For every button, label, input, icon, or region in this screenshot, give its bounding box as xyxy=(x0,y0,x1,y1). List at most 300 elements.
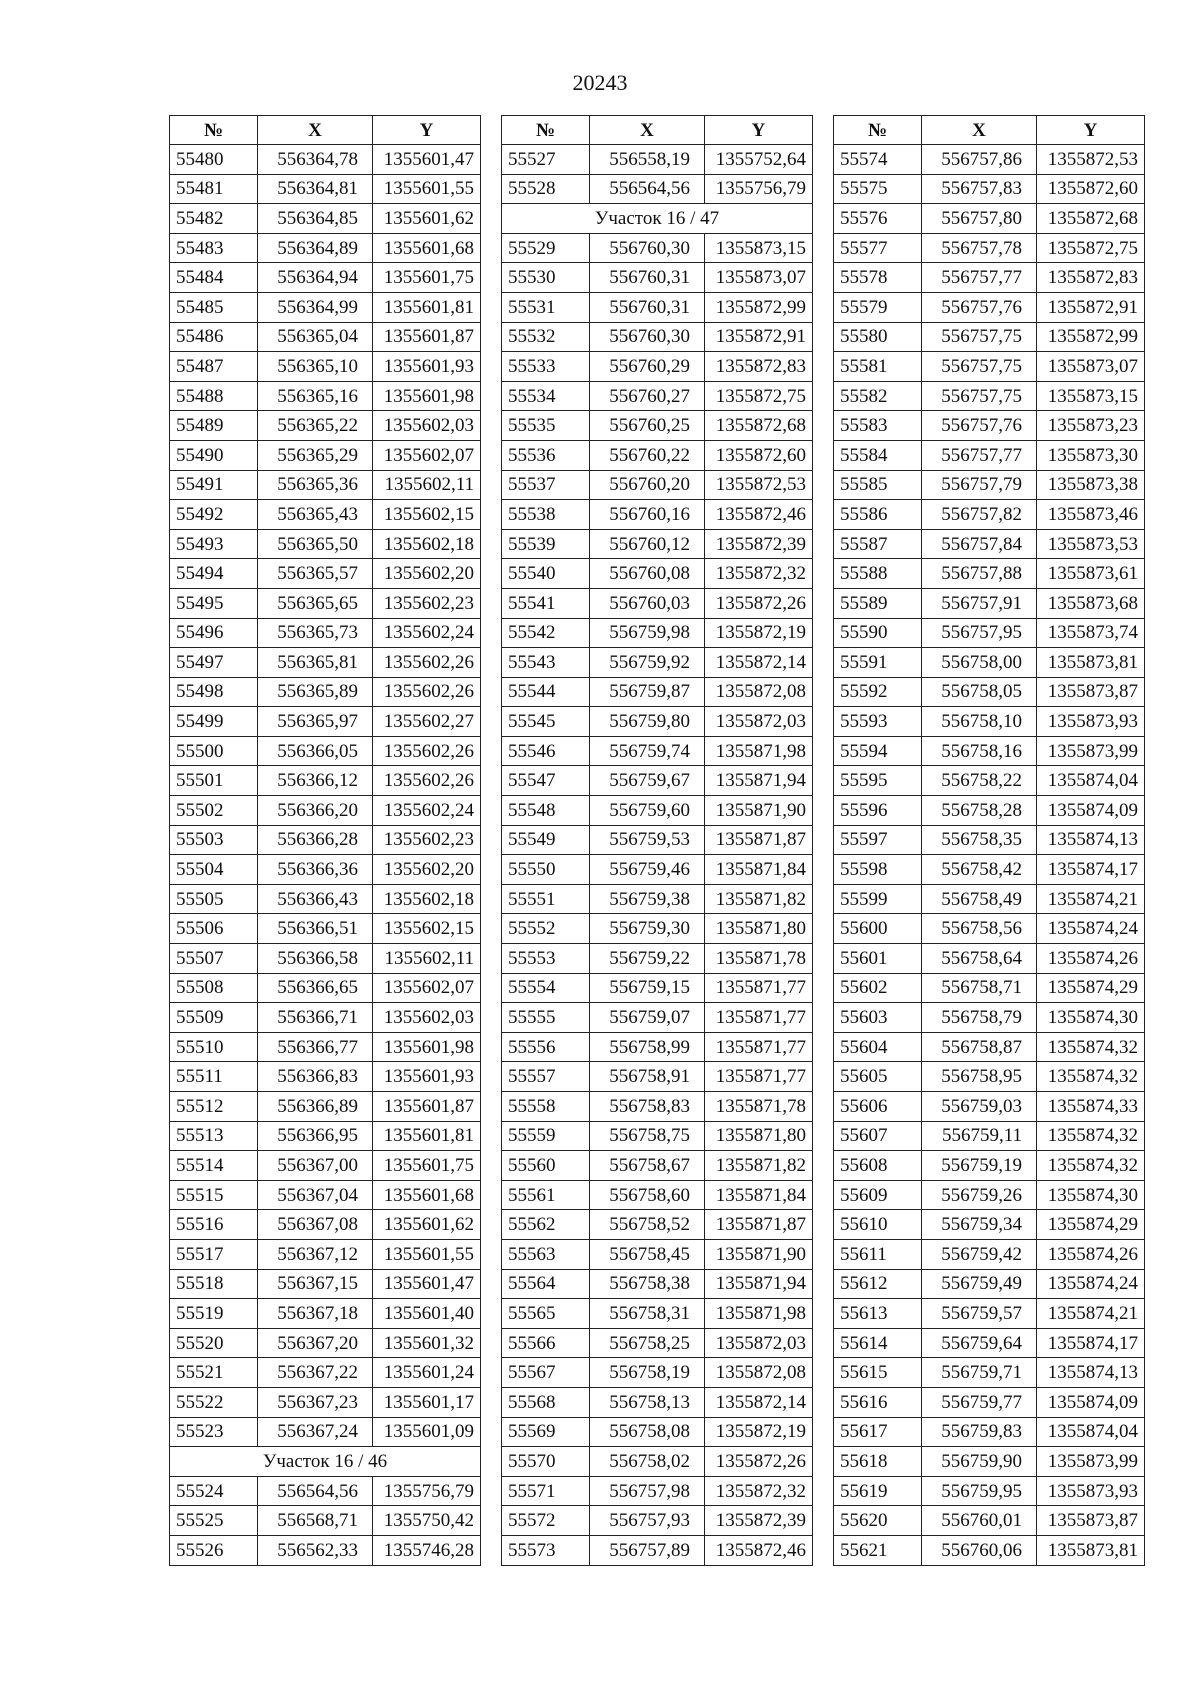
y-coordinate-cell: 1355602,20 xyxy=(373,559,481,589)
point-number-cell: 55491 xyxy=(170,470,258,500)
coordinates-table-2 xyxy=(501,115,813,1566)
y-coordinate-cell: 1355602,20 xyxy=(373,855,481,885)
point-number-cell: 55545 xyxy=(502,707,590,737)
point-number-cell: 55506 xyxy=(170,914,258,944)
table-row xyxy=(170,973,481,1003)
point-number-cell: 55519 xyxy=(170,1299,258,1329)
table-row xyxy=(834,1151,1145,1181)
x-coordinate-cell: 556758,79 xyxy=(922,1003,1037,1033)
x-coordinate-cell: 556758,31 xyxy=(590,1299,705,1329)
table-row xyxy=(834,677,1145,707)
table-row xyxy=(502,1092,813,1122)
x-coordinate-cell: 556365,43 xyxy=(258,500,373,530)
x-coordinate-cell: 556760,25 xyxy=(590,411,705,441)
table-row xyxy=(834,263,1145,293)
point-number-cell: 55604 xyxy=(834,1032,922,1062)
point-number-cell: 55485 xyxy=(170,292,258,322)
point-number-cell: 55596 xyxy=(834,796,922,826)
point-number-cell: 55522 xyxy=(170,1387,258,1417)
x-coordinate-cell: 556759,30 xyxy=(590,914,705,944)
y-coordinate-cell: 1355871,80 xyxy=(705,914,813,944)
y-coordinate-cell: 1355874,09 xyxy=(1037,796,1145,826)
table-row xyxy=(834,618,1145,648)
table-row xyxy=(170,588,481,618)
table-row xyxy=(502,944,813,974)
point-number-cell: 55606 xyxy=(834,1092,922,1122)
table-row xyxy=(170,884,481,914)
y-coordinate-cell: 1355602,15 xyxy=(373,914,481,944)
y-coordinate-cell: 1355874,04 xyxy=(1037,766,1145,796)
header-number: № xyxy=(502,116,590,145)
y-coordinate-cell: 1355871,80 xyxy=(705,1121,813,1151)
table-row xyxy=(834,648,1145,678)
point-number-cell: 55514 xyxy=(170,1151,258,1181)
point-number-cell: 55525 xyxy=(170,1506,258,1536)
table-row xyxy=(502,1239,813,1269)
y-coordinate-cell: 1355872,75 xyxy=(705,381,813,411)
x-coordinate-cell: 556367,20 xyxy=(258,1328,373,1358)
x-coordinate-cell: 556757,88 xyxy=(922,559,1037,589)
table-row xyxy=(170,1092,481,1122)
y-coordinate-cell: 1355601,93 xyxy=(373,1062,481,1092)
point-number-cell: 55487 xyxy=(170,352,258,382)
table-row xyxy=(834,1387,1145,1417)
point-number-cell: 55536 xyxy=(502,440,590,470)
section-row xyxy=(502,204,813,234)
x-coordinate-cell: 556757,83 xyxy=(922,174,1037,204)
x-coordinate-cell: 556759,11 xyxy=(922,1121,1037,1151)
y-coordinate-cell: 1355602,26 xyxy=(373,736,481,766)
x-coordinate-cell: 556760,22 xyxy=(590,440,705,470)
table-row xyxy=(834,1358,1145,1388)
y-coordinate-cell: 1355871,90 xyxy=(705,796,813,826)
y-coordinate-cell: 1355601,93 xyxy=(373,352,481,382)
table-row xyxy=(502,766,813,796)
y-coordinate-cell: 1355871,87 xyxy=(705,825,813,855)
table-row xyxy=(502,381,813,411)
y-coordinate-cell: 1355873,87 xyxy=(1037,1506,1145,1536)
y-coordinate-cell: 1355601,81 xyxy=(373,1121,481,1151)
point-number-cell: 55541 xyxy=(502,588,590,618)
y-coordinate-cell: 1355871,77 xyxy=(705,1062,813,1092)
x-coordinate-cell: 556367,18 xyxy=(258,1299,373,1329)
y-coordinate-cell: 1355874,17 xyxy=(1037,1328,1145,1358)
table-row xyxy=(834,500,1145,530)
header-x: X xyxy=(922,116,1037,145)
x-coordinate-cell: 556364,94 xyxy=(258,263,373,293)
x-coordinate-cell: 556757,75 xyxy=(922,381,1037,411)
point-number-cell: 55528 xyxy=(502,174,590,204)
table-row xyxy=(170,1062,481,1092)
point-number-cell: 55581 xyxy=(834,352,922,382)
point-number-cell: 55553 xyxy=(502,944,590,974)
table-row xyxy=(502,322,813,352)
point-number-cell: 55615 xyxy=(834,1358,922,1388)
table-row xyxy=(170,411,481,441)
point-number-cell: 55605 xyxy=(834,1062,922,1092)
x-coordinate-cell: 556759,92 xyxy=(590,648,705,678)
y-coordinate-cell: 1355602,07 xyxy=(373,973,481,1003)
coordinates-table-3 xyxy=(833,115,1145,1566)
table-row xyxy=(834,1506,1145,1536)
table-row xyxy=(834,1062,1145,1092)
point-number-cell: 55557 xyxy=(502,1062,590,1092)
point-number-cell: 55518 xyxy=(170,1269,258,1299)
y-coordinate-cell: 1355601,55 xyxy=(373,1239,481,1269)
table-row xyxy=(502,677,813,707)
y-coordinate-cell: 1355872,39 xyxy=(705,1506,813,1536)
y-coordinate-cell: 1355601,98 xyxy=(373,1032,481,1062)
point-number-cell: 55549 xyxy=(502,825,590,855)
x-coordinate-cell: 556367,23 xyxy=(258,1387,373,1417)
x-coordinate-cell: 556758,91 xyxy=(590,1062,705,1092)
x-coordinate-cell: 556757,75 xyxy=(922,352,1037,382)
point-number-cell: 55609 xyxy=(834,1180,922,1210)
point-number-cell: 55611 xyxy=(834,1239,922,1269)
y-coordinate-cell: 1355873,93 xyxy=(1037,1476,1145,1506)
x-coordinate-cell: 556759,03 xyxy=(922,1092,1037,1122)
x-coordinate-cell: 556757,95 xyxy=(922,618,1037,648)
table-row xyxy=(502,1269,813,1299)
y-coordinate-cell: 1355756,79 xyxy=(373,1476,481,1506)
page-number: 20243 xyxy=(572,70,628,95)
table-row xyxy=(834,292,1145,322)
point-number-cell: 55564 xyxy=(502,1269,590,1299)
table-row xyxy=(834,1239,1145,1269)
point-number-cell: 55575 xyxy=(834,174,922,204)
x-coordinate-cell: 556365,22 xyxy=(258,411,373,441)
table-row xyxy=(502,500,813,530)
x-coordinate-cell: 556759,67 xyxy=(590,766,705,796)
y-coordinate-cell: 1355872,75 xyxy=(1037,233,1145,263)
y-coordinate-cell: 1355873,38 xyxy=(1037,470,1145,500)
y-coordinate-cell: 1355872,19 xyxy=(705,618,813,648)
point-number-cell: 55613 xyxy=(834,1299,922,1329)
y-coordinate-cell: 1355602,26 xyxy=(373,648,481,678)
y-coordinate-cell: 1355873,46 xyxy=(1037,500,1145,530)
y-coordinate-cell: 1355750,42 xyxy=(373,1506,481,1536)
x-coordinate-cell: 556758,45 xyxy=(590,1239,705,1269)
x-coordinate-cell: 556365,16 xyxy=(258,381,373,411)
point-number-cell: 55507 xyxy=(170,944,258,974)
table-row xyxy=(170,1032,481,1062)
y-coordinate-cell: 1355602,15 xyxy=(373,500,481,530)
point-number-cell: 55558 xyxy=(502,1092,590,1122)
x-coordinate-cell: 556365,29 xyxy=(258,440,373,470)
x-coordinate-cell: 556757,79 xyxy=(922,470,1037,500)
point-number-cell: 55500 xyxy=(170,736,258,766)
x-coordinate-cell: 556365,81 xyxy=(258,648,373,678)
point-number-cell: 55591 xyxy=(834,648,922,678)
point-number-cell: 55562 xyxy=(502,1210,590,1240)
point-number-cell: 55533 xyxy=(502,352,590,382)
point-number-cell: 55607 xyxy=(834,1121,922,1151)
point-number-cell: 55547 xyxy=(502,766,590,796)
x-coordinate-cell: 556759,19 xyxy=(922,1151,1037,1181)
point-number-cell: 55517 xyxy=(170,1239,258,1269)
section-row xyxy=(170,1447,481,1477)
point-number-cell: 55561 xyxy=(502,1180,590,1210)
y-coordinate-cell: 1355874,13 xyxy=(1037,825,1145,855)
x-coordinate-cell: 556365,50 xyxy=(258,529,373,559)
y-coordinate-cell: 1355872,32 xyxy=(705,559,813,589)
table-row xyxy=(170,648,481,678)
x-coordinate-cell: 556757,77 xyxy=(922,263,1037,293)
table-row xyxy=(834,973,1145,1003)
x-coordinate-cell: 556759,74 xyxy=(590,736,705,766)
x-coordinate-cell: 556757,78 xyxy=(922,233,1037,263)
y-coordinate-cell: 1355872,46 xyxy=(705,500,813,530)
y-coordinate-cell: 1355601,62 xyxy=(373,1210,481,1240)
point-number-cell: 55555 xyxy=(502,1003,590,1033)
table-row xyxy=(834,1447,1145,1477)
x-coordinate-cell: 556760,01 xyxy=(922,1506,1037,1536)
point-number-cell: 55511 xyxy=(170,1062,258,1092)
point-number-cell: 55483 xyxy=(170,233,258,263)
x-coordinate-cell: 556759,71 xyxy=(922,1358,1037,1388)
point-number-cell: 55512 xyxy=(170,1092,258,1122)
x-coordinate-cell: 556757,76 xyxy=(922,292,1037,322)
y-coordinate-cell: 1355872,26 xyxy=(705,1447,813,1477)
table-row xyxy=(170,1535,481,1565)
y-coordinate-cell: 1355601,87 xyxy=(373,1092,481,1122)
x-coordinate-cell: 556364,85 xyxy=(258,204,373,234)
y-coordinate-cell: 1355601,68 xyxy=(373,233,481,263)
x-coordinate-cell: 556760,08 xyxy=(590,559,705,589)
y-coordinate-cell: 1355602,26 xyxy=(373,677,481,707)
point-number-cell: 55498 xyxy=(170,677,258,707)
x-coordinate-cell: 556757,77 xyxy=(922,440,1037,470)
y-coordinate-cell: 1355602,18 xyxy=(373,529,481,559)
point-number-cell: 55489 xyxy=(170,411,258,441)
x-coordinate-cell: 556759,64 xyxy=(922,1328,1037,1358)
x-coordinate-cell: 556367,22 xyxy=(258,1358,373,1388)
table-row xyxy=(502,1535,813,1565)
table-row xyxy=(834,1417,1145,1447)
y-coordinate-cell: 1355872,99 xyxy=(705,292,813,322)
y-coordinate-cell: 1355872,91 xyxy=(705,322,813,352)
table-row xyxy=(834,174,1145,204)
table-row xyxy=(834,559,1145,589)
table-row xyxy=(834,707,1145,737)
x-coordinate-cell: 556758,83 xyxy=(590,1092,705,1122)
table-row xyxy=(502,884,813,914)
table-row xyxy=(834,145,1145,175)
y-coordinate-cell: 1355601,87 xyxy=(373,322,481,352)
point-number-cell: 55614 xyxy=(834,1328,922,1358)
table-row xyxy=(502,588,813,618)
table-row xyxy=(170,1239,481,1269)
table-row xyxy=(502,1003,813,1033)
table-row xyxy=(502,1506,813,1536)
x-coordinate-cell: 556759,83 xyxy=(922,1417,1037,1447)
table-row xyxy=(834,914,1145,944)
table-row xyxy=(170,233,481,263)
point-number-cell: 55597 xyxy=(834,825,922,855)
table-row xyxy=(834,233,1145,263)
y-coordinate-cell: 1355874,26 xyxy=(1037,1239,1145,1269)
y-coordinate-cell: 1355872,26 xyxy=(705,588,813,618)
x-coordinate-cell: 556758,56 xyxy=(922,914,1037,944)
x-coordinate-cell: 556758,67 xyxy=(590,1151,705,1181)
y-coordinate-cell: 1355871,87 xyxy=(705,1210,813,1240)
table-row xyxy=(834,825,1145,855)
x-coordinate-cell: 556759,22 xyxy=(590,944,705,974)
table-row xyxy=(170,677,481,707)
y-coordinate-cell: 1355872,99 xyxy=(1037,322,1145,352)
point-number-cell: 55486 xyxy=(170,322,258,352)
y-coordinate-cell: 1355871,78 xyxy=(705,944,813,974)
x-coordinate-cell: 556759,38 xyxy=(590,884,705,914)
point-number-cell: 55582 xyxy=(834,381,922,411)
y-coordinate-cell: 1355601,81 xyxy=(373,292,481,322)
point-number-cell: 55619 xyxy=(834,1476,922,1506)
y-coordinate-cell: 1355601,75 xyxy=(373,263,481,293)
y-coordinate-cell: 1355602,11 xyxy=(373,944,481,974)
point-number-cell: 55509 xyxy=(170,1003,258,1033)
x-coordinate-cell: 556757,89 xyxy=(590,1535,705,1565)
y-coordinate-cell: 1355872,83 xyxy=(1037,263,1145,293)
point-number-cell: 55501 xyxy=(170,766,258,796)
point-number-cell: 55538 xyxy=(502,500,590,530)
point-number-cell: 55537 xyxy=(502,470,590,500)
table-row xyxy=(502,1387,813,1417)
point-number-cell: 55543 xyxy=(502,648,590,678)
table-row xyxy=(170,1358,481,1388)
y-coordinate-cell: 1355874,24 xyxy=(1037,914,1145,944)
x-coordinate-cell: 556758,38 xyxy=(590,1269,705,1299)
y-coordinate-cell: 1355602,03 xyxy=(373,411,481,441)
x-coordinate-cell: 556757,75 xyxy=(922,322,1037,352)
table-row xyxy=(170,529,481,559)
point-number-cell: 55585 xyxy=(834,470,922,500)
y-coordinate-cell: 1355874,24 xyxy=(1037,1269,1145,1299)
y-coordinate-cell: 1355872,60 xyxy=(1037,174,1145,204)
table-row xyxy=(502,1328,813,1358)
point-number-cell: 55523 xyxy=(170,1417,258,1447)
point-number-cell: 55496 xyxy=(170,618,258,648)
x-coordinate-cell: 556760,27 xyxy=(590,381,705,411)
x-coordinate-cell: 556759,60 xyxy=(590,796,705,826)
table-row xyxy=(170,145,481,175)
table-row xyxy=(834,1299,1145,1329)
y-coordinate-cell: 1355874,30 xyxy=(1037,1003,1145,1033)
table-row xyxy=(170,1269,481,1299)
y-coordinate-cell: 1355874,29 xyxy=(1037,1210,1145,1240)
y-coordinate-cell: 1355602,26 xyxy=(373,766,481,796)
table-header-row xyxy=(834,116,1145,145)
point-number-cell: 55620 xyxy=(834,1506,922,1536)
table-row xyxy=(170,1151,481,1181)
table-row xyxy=(170,1417,481,1447)
table-row xyxy=(170,1328,481,1358)
x-coordinate-cell: 556759,15 xyxy=(590,973,705,1003)
point-number-cell: 55618 xyxy=(834,1447,922,1477)
point-number-cell: 55554 xyxy=(502,973,590,1003)
y-coordinate-cell: 1355602,24 xyxy=(373,796,481,826)
y-coordinate-cell: 1355601,47 xyxy=(373,145,481,175)
x-coordinate-cell: 556760,03 xyxy=(590,588,705,618)
x-coordinate-cell: 556759,98 xyxy=(590,618,705,648)
header-y: Y xyxy=(1037,116,1145,145)
x-coordinate-cell: 556758,49 xyxy=(922,884,1037,914)
coordinates-table-1 xyxy=(169,115,481,1566)
point-number-cell: 55580 xyxy=(834,322,922,352)
x-coordinate-cell: 556758,52 xyxy=(590,1210,705,1240)
x-coordinate-cell: 556758,35 xyxy=(922,825,1037,855)
y-coordinate-cell: 1355871,90 xyxy=(705,1239,813,1269)
x-coordinate-cell: 556757,91 xyxy=(922,588,1037,618)
x-coordinate-cell: 556366,28 xyxy=(258,825,373,855)
x-coordinate-cell: 556367,04 xyxy=(258,1180,373,1210)
table-row xyxy=(502,440,813,470)
point-number-cell: 55598 xyxy=(834,855,922,885)
y-coordinate-cell: 1355873,99 xyxy=(1037,1447,1145,1477)
y-coordinate-cell: 1355602,03 xyxy=(373,1003,481,1033)
point-number-cell: 55534 xyxy=(502,381,590,411)
x-coordinate-cell: 556365,04 xyxy=(258,322,373,352)
table-row xyxy=(502,263,813,293)
y-coordinate-cell: 1355873,15 xyxy=(1037,381,1145,411)
header-x: X xyxy=(258,116,373,145)
table-row xyxy=(170,322,481,352)
x-coordinate-cell: 556366,43 xyxy=(258,884,373,914)
point-number-cell: 55583 xyxy=(834,411,922,441)
point-number-cell: 55563 xyxy=(502,1239,590,1269)
y-coordinate-cell: 1355601,17 xyxy=(373,1387,481,1417)
header-number: № xyxy=(170,116,258,145)
x-coordinate-cell: 556366,95 xyxy=(258,1121,373,1151)
point-number-cell: 55594 xyxy=(834,736,922,766)
x-coordinate-cell: 556759,90 xyxy=(922,1447,1037,1477)
x-coordinate-cell: 556758,19 xyxy=(590,1358,705,1388)
y-coordinate-cell: 1355874,30 xyxy=(1037,1180,1145,1210)
table-row xyxy=(834,855,1145,885)
table-row xyxy=(170,944,481,974)
y-coordinate-cell: 1355601,40 xyxy=(373,1299,481,1329)
header-y: Y xyxy=(705,116,813,145)
table-row xyxy=(502,796,813,826)
table-row xyxy=(502,292,813,322)
table-row xyxy=(502,233,813,263)
y-coordinate-cell: 1355874,26 xyxy=(1037,944,1145,974)
point-number-cell: 55502 xyxy=(170,796,258,826)
x-coordinate-cell: 556758,75 xyxy=(590,1121,705,1151)
point-number-cell: 55529 xyxy=(502,233,590,263)
point-number-cell: 55497 xyxy=(170,648,258,678)
x-coordinate-cell: 556760,16 xyxy=(590,500,705,530)
table-row xyxy=(170,1506,481,1536)
point-number-cell: 55556 xyxy=(502,1032,590,1062)
y-coordinate-cell: 1355602,07 xyxy=(373,440,481,470)
point-number-cell: 55579 xyxy=(834,292,922,322)
x-coordinate-cell: 556366,51 xyxy=(258,914,373,944)
y-coordinate-cell: 1355872,19 xyxy=(705,1417,813,1447)
table-row xyxy=(170,470,481,500)
table-row xyxy=(170,263,481,293)
table-row xyxy=(170,1299,481,1329)
header-x: X xyxy=(590,116,705,145)
table-row xyxy=(170,440,481,470)
point-number-cell: 55532 xyxy=(502,322,590,352)
table-row xyxy=(170,618,481,648)
table-row xyxy=(834,352,1145,382)
y-coordinate-cell: 1355602,23 xyxy=(373,588,481,618)
x-coordinate-cell: 556758,99 xyxy=(590,1032,705,1062)
x-coordinate-cell: 556759,49 xyxy=(922,1269,1037,1299)
table-row xyxy=(834,588,1145,618)
table-row xyxy=(502,559,813,589)
